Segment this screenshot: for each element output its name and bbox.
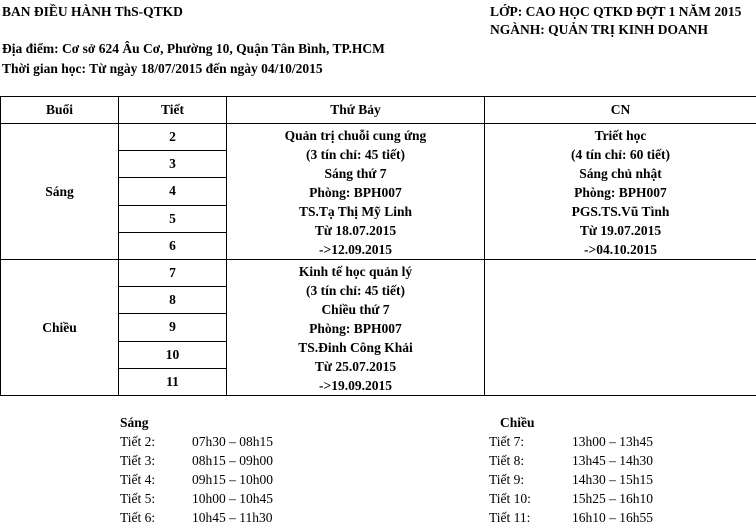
period-time: 10h45 – 11h30 [192,510,273,525]
course-start: Từ 19.07.2015 [579,223,662,238]
course-lecturer: PGS.TS.Vũ Tình [571,204,670,219]
period-label: Tiết 8: [489,453,525,468]
list-item [192,491,273,507]
list-item [572,472,653,488]
class-title: LỚP: CAO HỌC QTKD ĐỢT 1 NĂM 2015 [490,4,742,19]
morning-times-title: Sáng [120,415,149,430]
period-cell: 3 [119,151,227,178]
course-time: Chiều thứ 7 [321,302,390,317]
list-item [489,491,531,507]
period-time: 16h10 – 16h55 [572,510,653,525]
table-header-row [1,97,756,124]
list-item [489,434,524,450]
period-time: 14h30 – 15h15 [572,472,653,487]
period-label: Tiết 11: [489,510,531,525]
period-time: 13h45 – 14h30 [572,453,653,468]
period-label: Tiết 9: [489,472,525,487]
period-cell: 7 [119,260,227,287]
course-room: Phòng: BPH007 [309,185,402,200]
course-start: Từ 25.07.2015 [314,359,397,374]
period-line: Thời gian học: Từ ngày 18/07/2015 đến ngày 04/10/2015 [2,61,323,76]
period-label: Tiết 4: [120,472,156,487]
list-item [572,434,653,450]
course-lecturer: TS.Tạ Thị Mỹ Linh [298,204,413,219]
period-cell: 9 [119,314,227,341]
list-item [120,491,155,507]
session-morning: Sáng [1,124,119,260]
course-credits: (3 tín chỉ: 45 tiết) [306,147,405,162]
course-end: ->04.10.2015 [584,242,657,257]
list-item [120,434,155,450]
schedule-table [0,96,756,396]
course-room: Phòng: BPH007 [574,185,667,200]
course-lecturer: TS.Đinh Công Khải [298,340,413,355]
period-cell: 6 [119,232,227,259]
course-name: Kinh tế học quản lý [298,264,413,279]
course-credits: (4 tín chỉ: 60 tiết) [571,147,670,162]
list-item [572,453,653,469]
course-time: Sáng thứ 7 [324,166,387,181]
col-header-sunday: CN [485,97,756,124]
period-cell: 5 [119,205,227,232]
period-time: 15h25 – 16h10 [572,491,653,506]
sunday-afternoon-empty [485,260,756,396]
saturday-morning-course [227,124,485,260]
period-label: Tiết 7: [489,434,525,449]
course-start: Từ 18.07.2015 [314,223,397,238]
period-cell: 11 [119,368,227,395]
table-row [1,124,756,151]
period-time: 10h00 – 10h45 [192,491,273,506]
list-item [572,510,653,526]
list-item [192,453,273,469]
saturday-afternoon-course [227,260,485,396]
period-time: 08h15 – 09h00 [192,453,273,468]
course-room: Phòng: BPH007 [309,321,402,336]
afternoon-times-title: Chiều [500,415,535,430]
course-end: ->12.09.2015 [319,242,392,257]
period-cell: 4 [119,178,227,205]
list-item [489,453,524,469]
course-name: Triết học [594,128,647,143]
period-label: Tiết 3: [120,453,156,468]
period-time: 07h30 – 08h15 [192,434,273,449]
org-title: BAN ĐIỀU HÀNH ThS-QTKD [2,4,183,19]
period-label: Tiết 5: [120,491,156,506]
list-item [572,491,653,507]
list-item [489,472,524,488]
major-title: NGÀNH: QUẢN TRỊ KINH DOANH [490,22,709,37]
period-cell: 2 [119,124,227,151]
course-end: ->19.09.2015 [319,378,392,393]
col-header-session: Buổi [1,97,119,124]
period-cell: 10 [119,341,227,368]
course-time: Sáng chủ nhật [579,166,662,181]
period-label: Tiết 10: [489,491,531,506]
course-name: Quản trị chuỗi cung ứng [284,128,427,143]
period-time: 13h00 – 13h45 [572,434,653,449]
period-cell: 8 [119,287,227,314]
sunday-morning-course [485,124,756,260]
list-item [192,510,273,526]
session-afternoon: Chiều [1,260,119,396]
col-header-saturday: Thứ Bảy [227,97,485,124]
period-label: Tiết 6: [120,510,156,525]
list-item [489,510,530,526]
list-item [192,434,273,450]
course-credits: (3 tín chỉ: 45 tiết) [306,283,405,298]
location-line: Địa điểm: Cơ sở 624 Âu Cơ, Phường 10, Quận Tân Bình, TP.HCM [2,41,385,56]
col-header-period: Tiết [119,97,227,124]
period-label: Tiết 2: [120,434,156,449]
list-item [120,453,155,469]
list-item [120,510,155,526]
table-row [1,260,756,287]
period-time: 09h15 – 10h00 [192,472,273,487]
list-item [192,472,273,488]
list-item [120,472,155,488]
